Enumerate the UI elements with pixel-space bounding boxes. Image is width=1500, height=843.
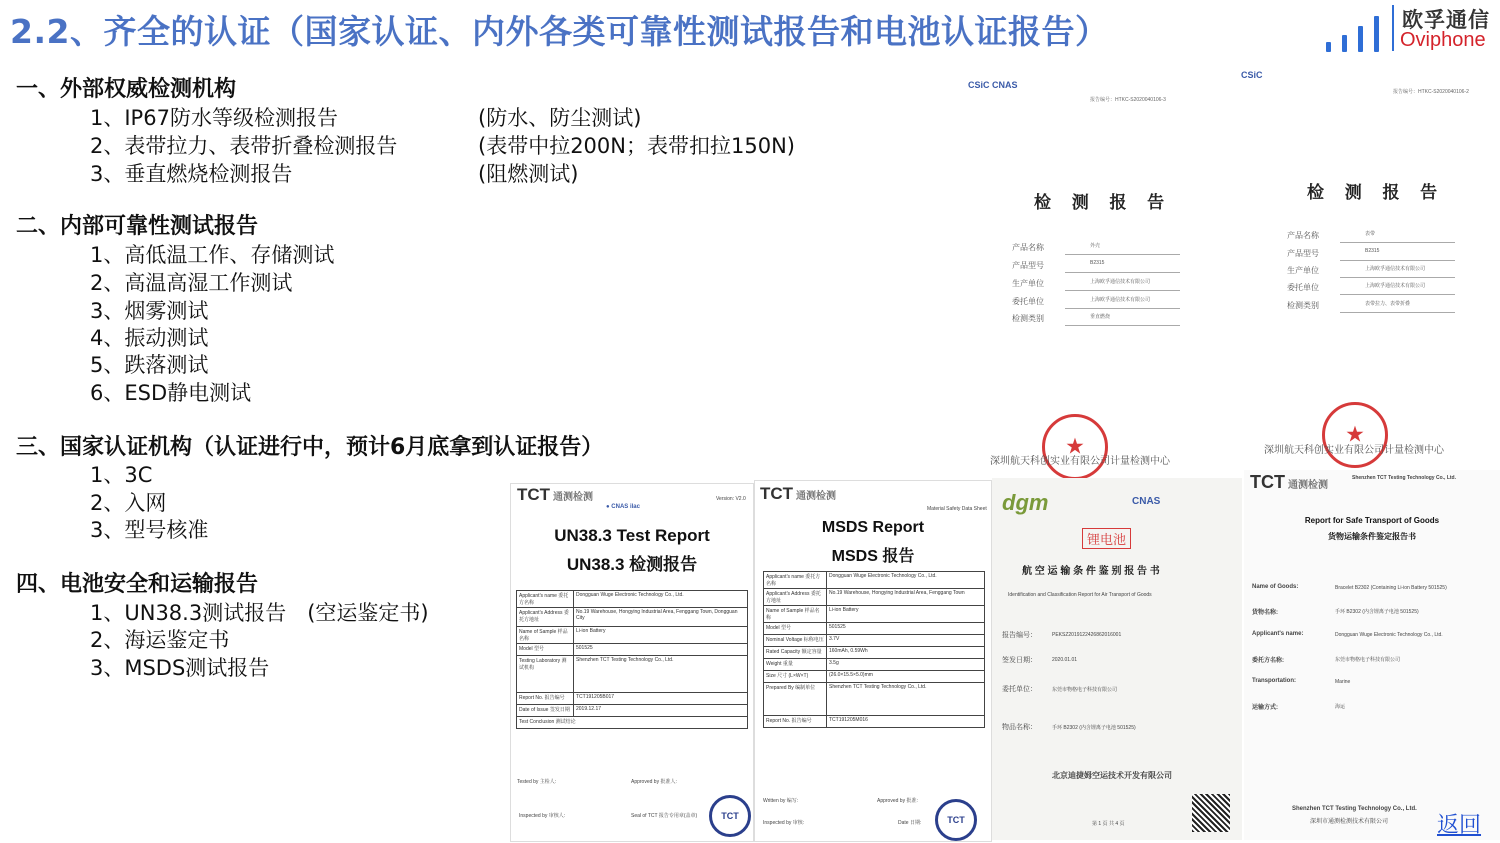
field-value: 上海欧孚通信技术有限公司 (1365, 266, 1426, 272)
field-underline (1065, 290, 1180, 291)
field-value: 2020.01.01 (1052, 657, 1078, 663)
tct-logo: TCT 通测检测 (517, 485, 594, 504)
field-label: 产品型号 (1287, 249, 1319, 258)
list-item: 2、高温高湿工作测试 (90, 271, 293, 295)
field-label: 委托方名称: (1252, 658, 1284, 664)
section-heading: 二、内部可靠性测试报告 (16, 214, 259, 239)
list-item: 4、振动测试 (90, 326, 209, 350)
signature-label: Written by 编写: (763, 798, 799, 804)
field-label: 生产单位 (1012, 279, 1044, 288)
field-underline (1065, 272, 1180, 273)
sea-transport-report (1244, 470, 1500, 840)
field-value: Bracelet B2302 (Containing Li-ion Battery 501525) (1335, 585, 1447, 591)
report-number: 报告编号：HTKC-S2020040106-3 (1090, 97, 1166, 103)
cnas-logo: ● CNAS ilac (606, 504, 640, 510)
back-link[interactable]: 返回 (1437, 813, 1482, 838)
field-underline (1340, 277, 1455, 278)
field-label: 物品名称： (1002, 724, 1037, 731)
list-item: 3、MSDS测试报告 (90, 656, 270, 680)
footer-company-cn: 深圳市通测检测技术有限公司 (1310, 819, 1389, 825)
field-value: B2315 (1365, 248, 1380, 254)
field-label: Transportation: (1252, 678, 1297, 684)
lab-name: 深圳航天科创实业有限公司计量检测中心 (990, 456, 1170, 467)
list-item-note: (阻燃测试) (478, 162, 579, 186)
report-title: 检 测 报 告 (1307, 183, 1446, 202)
issuing-company: 北京迪捷姆空运技术开发有限公司 (1052, 771, 1172, 780)
field-underline (1340, 242, 1455, 243)
field-value: 上海欧孚通信技术有限公司 (1090, 297, 1151, 303)
msds-info-table: Applicant's name 委托方名称 Dongguan Wuge Electronic Technology Co., Ltd. Applicant's Address 委托方地址 No.19 Warehouse, Hongying Industrial Area, Fenggang Town Name of Sample 样品名称 Li-ion Battery Model 型号 501525 Nominal Voltage 标称电压 3.7V Rated Capacity 额定容量 160mAh, 0.59Wh Weight 重量 3.5g Size 尺寸 (L×W×T) (26.0×15.5×5.0)mm Prepared By 编制单位 Shenzhen TCT Testing Technology Co., Ltd. Report No. 报告编号 TCT191205M016 (763, 571, 985, 728)
field-value: 手环 B2302 (内含锂离子电池 501525) (1335, 609, 1419, 615)
battery-stamp: 锂电池 (1082, 528, 1131, 549)
un383-report (510, 483, 754, 842)
field-value: 表带拉力、表带折叠 (1365, 301, 1411, 307)
air-transport-report (992, 478, 1242, 840)
tct-logo: TCT 通测检测 (760, 484, 837, 503)
field-label: Name of Goods: (1252, 584, 1299, 590)
field-value: 上海欧孚通信技术有限公司 (1365, 283, 1426, 289)
list-item-note: (表带中拉200N；表带扣拉150N) (478, 134, 795, 158)
report-cover-strap (1235, 58, 1500, 328)
field-label: 检测类别 (1287, 301, 1319, 310)
page-title: 2.2、齐全的认证（国家认证、内外各类可靠性测试报告和电池认证报告） (10, 12, 1109, 51)
signature-label: Approved by 批准人: (631, 779, 677, 785)
red-stamp (1322, 402, 1388, 468)
list-item: 2、海运鉴定书 (90, 628, 230, 652)
signature-label: Inspected by 审核: (763, 820, 805, 826)
lab-company: Shenzhen TCT Testing Technology Co., Ltd. (1352, 475, 1456, 481)
star-icon: ★ (1345, 422, 1365, 448)
field-label: 委托单位 (1287, 283, 1319, 292)
section-heading: 三、国家认证机构（认证进行中，预计6月底拿到认证报告） (16, 435, 604, 460)
list-item: 1、UN38.3测试报告 (空运鉴定书) (90, 601, 429, 625)
list-item-note: (防水、防尘测试) (478, 106, 642, 130)
field-label: 签发日期： (1002, 657, 1037, 664)
field-value: PEKSZ2019122426862016001 (1052, 632, 1122, 638)
field-label: 产品名称 (1012, 243, 1044, 252)
field-label: 产品型号 (1012, 261, 1044, 270)
list-item: 5、跌落测试 (90, 353, 209, 377)
report-title: 检 测 报 告 (1034, 193, 1173, 212)
logo-divider (1392, 5, 1394, 51)
qr-code-icon (1192, 794, 1230, 832)
field-value: 外壳 (1090, 243, 1101, 249)
list-item: 3、型号核准 (90, 518, 209, 542)
version-text: Version: V2.0 (716, 496, 746, 502)
report-title-cn: 货物运输条件鉴定报告书 (1328, 532, 1416, 541)
lab-logos: CSiC CNAS (968, 80, 1018, 90)
cnas-logo: CNAS (1132, 496, 1161, 507)
signature-label: Date 日期: (898, 820, 922, 826)
dgm-logo: dgm (1002, 490, 1049, 515)
field-value: 表带 (1365, 231, 1376, 237)
tct-seal-icon: TCT (709, 795, 751, 837)
list-item: 3、烟雾测试 (90, 299, 209, 323)
signature-label: Approved by 批准: (877, 798, 918, 804)
report-number: 报告编号：HTKC-S2020040106-2 (1393, 89, 1469, 95)
msds-subtitle: Material Safety Data Sheet (927, 506, 987, 512)
report-title-cn: MSDS 报告 (831, 548, 915, 565)
signature-label: Inspected by 审核人: (519, 813, 566, 819)
tct-logo: TCT 通测检测 (1250, 472, 1328, 492)
page-number: 第 1 页 共 4 页 (1092, 821, 1125, 827)
signature-label: Seal of TCT 报告专用章(盖章) (631, 813, 698, 819)
field-label: 运输方式: (1252, 705, 1278, 711)
field-value: 垂直燃烧 (1090, 314, 1111, 320)
footer-company-en: Shenzhen TCT Testing Technology Co., Ltd. (1292, 806, 1417, 812)
list-item: 1、高低温工作、存储测试 (90, 243, 335, 267)
list-item: 1、3C (90, 463, 153, 487)
field-value: B2315 (1090, 260, 1105, 266)
report-title-en: Report for Safe Transport of Goods (1304, 516, 1440, 525)
signal-bars-icon (1326, 8, 1396, 52)
field-value: 手环 B2302 (内含锂离子电池 501525) (1052, 725, 1136, 731)
field-label: Applicant's name: (1252, 631, 1304, 637)
field-value: 海运 (1335, 704, 1346, 710)
field-value: 上海欧孚通信技术有限公司 (1090, 279, 1151, 285)
signature-label: Tested by 主检人: (517, 779, 557, 785)
field-underline (1065, 254, 1180, 255)
field-label: 委托单位： (1002, 686, 1037, 693)
field-value: 东莞市物格电子科技有限公司 (1335, 657, 1401, 663)
report-title-en: Identification and Classification Report for Air Transport of Goods (1008, 592, 1152, 598)
lab-name: 深圳航天科创实业有限公司计量检测中心 (1264, 445, 1444, 456)
list-item: 1、IP67防水等级检测报告 (90, 106, 338, 130)
field-label: 报告编号： (1002, 632, 1037, 639)
field-label: 委托单位 (1012, 297, 1044, 306)
msds-report (754, 480, 992, 842)
field-label: 货物名称: (1252, 610, 1278, 616)
list-item: 6、ESD静电测试 (90, 381, 252, 405)
report-title-en: MSDS Report (821, 519, 925, 536)
red-stamp (1042, 414, 1108, 480)
report-title-cn: UN38.3 检测报告 (566, 555, 698, 574)
field-underline (1340, 260, 1455, 261)
lab-logos: CSiC (1241, 70, 1263, 80)
list-item: 2、入网 (90, 491, 167, 515)
field-label: 生产单位 (1287, 266, 1319, 275)
report-cover-burning (960, 62, 1230, 332)
list-item: 2、表带拉力、表带折叠检测报告 (90, 134, 398, 158)
logo-en: Oviphone (1400, 29, 1486, 51)
field-label: 检测类别 (1012, 314, 1044, 323)
report-info-table: Applicant's name 委托方名称 Dongguan Wuge Electronic Technology Co., Ltd. Applicant's Address 委托方地址 No.19 Warehouse, Hongying Industrial Area, Fenggang Town, Dongguan City Name of Sample 样品名称 Li-ion Battery Model 型号 501525 Testing Laboratory 测试机构 Shenzhen TCT Testing Technology Co., Ltd. Report No. 报告编号 TCT191205B017 Date of Issue 签发日期 2019.12.17 Test Conclusion 测试结论 (516, 590, 748, 729)
field-underline (1065, 325, 1180, 326)
field-value: 东莞市物格电子科技有限公司 (1052, 687, 1118, 693)
list-item: 3、垂直燃烧检测报告 (90, 162, 293, 186)
star-icon: ★ (1065, 434, 1085, 460)
field-value: Dongguan Wuge Electronic Technology Co., Ltd. (1335, 632, 1443, 638)
report-title-cn: 航 空 运 输 条 件 鉴 别 报 告 书 (1022, 566, 1160, 577)
oviphone-logo (1320, 2, 1500, 56)
field-underline (1340, 312, 1455, 313)
report-title-en: UN38.3 Test Report (554, 526, 710, 545)
field-label: 产品名称 (1287, 231, 1319, 240)
field-underline (1340, 294, 1455, 295)
section-heading: 四、电池安全和运输报告 (16, 572, 259, 597)
logo-cn: 欧孚通信 (1402, 8, 1490, 32)
field-underline (1065, 308, 1180, 309)
field-value: Marine (1335, 679, 1351, 685)
section-heading: 一、外部权威检测机构 (16, 77, 237, 102)
tct-seal-icon: TCT (935, 799, 977, 841)
